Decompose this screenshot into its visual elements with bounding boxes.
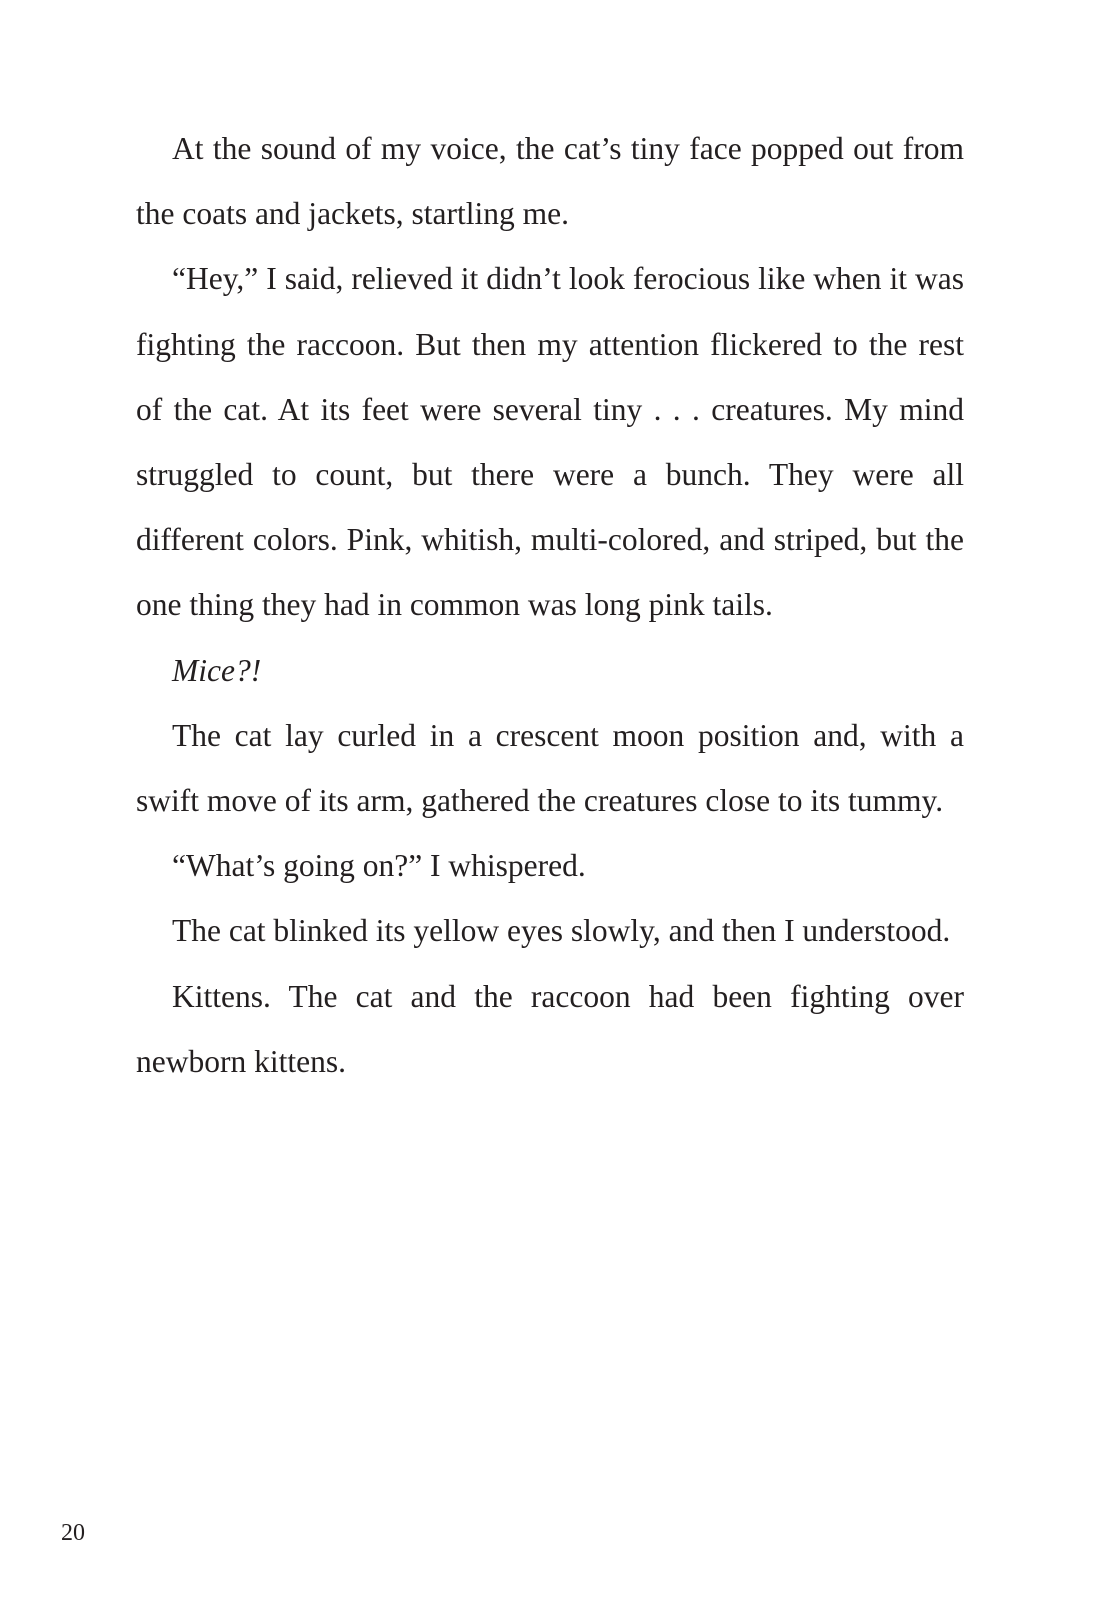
paragraph: The cat lay curled in a crescent moon position and, with a swift move of its arm, gathered the creatures close to its tummy.	[136, 717, 964, 819]
paragraph-italic: Mice?!	[172, 652, 262, 688]
paragraph: Kittens. The cat and the raccoon had been fighting over newborn kittens.	[136, 978, 964, 1079]
paragraph: “What’s going on?” I whispered.	[172, 848, 586, 884]
paragraph: “Hey,” I said, relieved it didn’t look ferocious like when it was fighting the raccoon. But then my attention flickered to the rest of the cat. At its feet were several tiny . . . creatures. My mind struggled to count, but there were a bunch. They were all different colors. Pink, whitish, multi-colored, and striped, but the one thing they had in common was long pink tails.	[136, 261, 964, 623]
paragraph: The cat blinked its yellow eyes slowly, and then I understood.	[172, 913, 951, 949]
page-body	[136, 116, 964, 1094]
paragraph: At the sound of my voice, the cat’s tiny face popped out from the coats and jackets, startling me.	[136, 131, 964, 232]
page-number: 20	[61, 1520, 85, 1546]
